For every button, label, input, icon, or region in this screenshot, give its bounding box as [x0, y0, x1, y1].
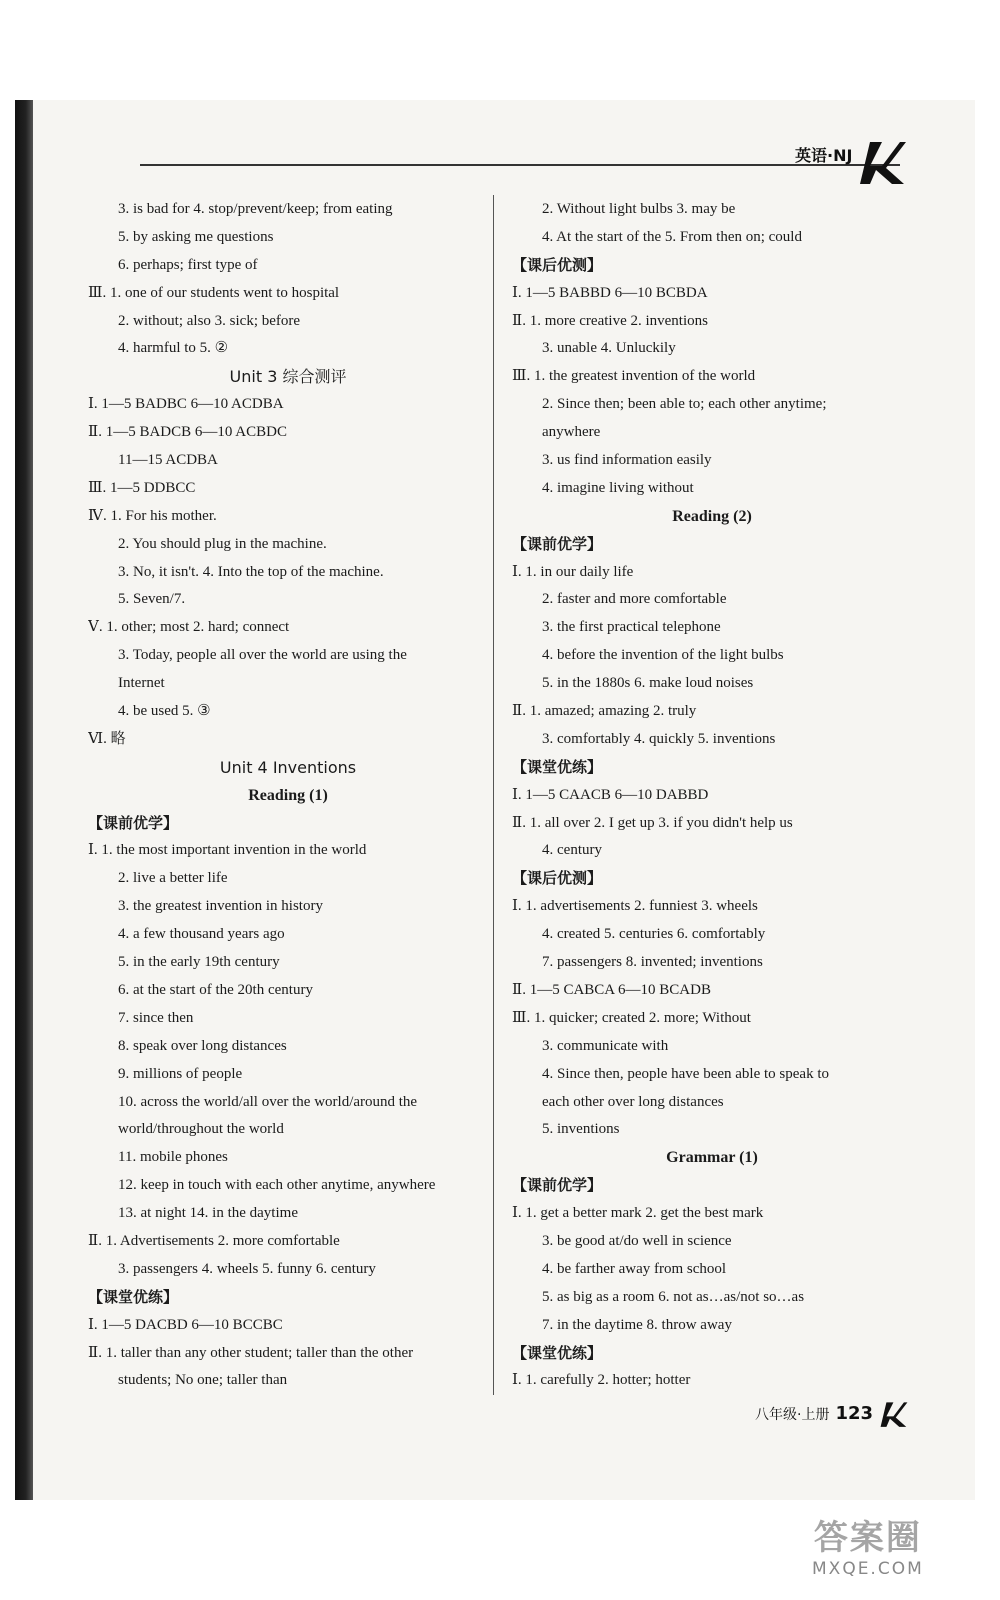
answer-line: Ⅰ. 1—5 CAACB 6—10 DABBD — [512, 786, 709, 803]
section-heading: Reading (2) — [672, 507, 752, 525]
answer-line: 9. millions of people — [118, 1065, 243, 1082]
answer-line: Ⅱ. 1. all over 2. I get up 3. if you didn't help us — [512, 814, 793, 831]
answer-line: Ⅲ. 1. one of our students went to hospital — [88, 284, 340, 301]
answer-line: 7. since then — [118, 1009, 194, 1026]
answer-line: Ⅵ. 略 — [88, 730, 126, 747]
answer-line: 8. speak over long distances — [118, 1037, 287, 1054]
answer-line: 11. mobile phones — [118, 1149, 228, 1166]
answer-line: 3. comfortably 4. quickly 5. inventions — [542, 730, 776, 747]
answer-line: Ⅲ. 1. the greatest invention of the world — [512, 368, 756, 385]
answer-line: 3. be good at/do well in science — [542, 1232, 732, 1249]
answer-line: students; No one; taller than — [118, 1372, 288, 1389]
answer-line: Internet — [118, 675, 165, 692]
answer-line: 5. in the early 19th century — [118, 954, 280, 971]
answer-line: 5. Seven/7. — [118, 591, 186, 608]
answer-line: Ⅱ. 1—5 CABCA 6—10 BCADB — [512, 981, 711, 998]
page-footer — [755, 1403, 873, 1424]
answer-line: 2. faster and more comfortable — [542, 591, 727, 608]
answer-line: world/throughout the world — [118, 1121, 284, 1138]
section-tag: 【课前优学】 — [512, 1176, 603, 1195]
answer-line: 7. passengers 8. invented; inventions — [542, 954, 763, 971]
answer-line: 3. is bad for 4. stop/prevent/keep; from eating — [118, 201, 393, 217]
section-heading: Unit 3 综合测评 — [229, 367, 347, 387]
answer-line: 4. harmful to 5. ② — [118, 340, 229, 357]
answer-line: 2. Without light bulbs 3. may be — [542, 201, 736, 217]
answer-line: 11—15 ACDBA — [118, 452, 218, 469]
answer-line: 4. created 5. centuries 6. comfortably — [542, 926, 766, 943]
answer-line: Ⅰ. 1. carefully 2. hotter; hotter — [512, 1372, 691, 1389]
header-rule — [140, 164, 900, 166]
answer-line: Ⅱ. 1. Advertisements 2. more comfortable — [88, 1232, 340, 1249]
page-binding-edge — [15, 100, 33, 1500]
answer-line: 6. perhaps; first type of — [118, 256, 258, 273]
answer-line: anywhere — [542, 424, 601, 441]
answer-line: 4. a few thousand years ago — [118, 926, 285, 943]
section-tag: 【课堂优练】 — [88, 1287, 179, 1306]
answer-line: Ⅰ. 1—5 BABBD 6—10 BCBDA — [512, 284, 708, 301]
answer-line: Ⅱ. 1—5 BADCB 6—10 ACBDC — [88, 424, 287, 441]
answer-line: 7. in the daytime 8. throw away — [542, 1316, 732, 1333]
answer-line: 10. across the world/all over the world/around the — [118, 1093, 418, 1110]
publisher-logo-icon — [860, 138, 906, 186]
answer-line: 3. us find information easily — [542, 452, 712, 469]
section-heading: Reading (1) — [248, 786, 328, 804]
page-number: 123 — [835, 1403, 874, 1424]
section-tag: 【课后优测】 — [512, 255, 603, 274]
answer-line: 4. Since then, people have been able to speak to — [542, 1065, 829, 1082]
answer-line: 4. be farther away from school — [542, 1260, 727, 1277]
answer-line: 5. inventions — [542, 1121, 620, 1138]
answer-line: Ⅰ. 1—5 BADBC 6—10 ACDBA — [88, 396, 284, 413]
answer-line: 13. at night 14. in the daytime — [118, 1205, 298, 1222]
answer-line: Ⅲ. 1—5 DDBCC — [88, 479, 196, 496]
answer-line: 4. imagine living without — [542, 479, 694, 496]
column-divider — [493, 195, 494, 1395]
answer-line: Ⅰ. 1—5 DACBD 6—10 BCCBC — [88, 1316, 283, 1333]
section-heading: Unit 4 Inventions — [219, 757, 357, 777]
answer-line: Ⅰ. 1. the most important invention in the world — [88, 842, 367, 859]
right-answer-column — [512, 196, 912, 1395]
answer-line: 4. be used 5. ③ — [118, 703, 211, 720]
answer-line: 5. by asking me questions — [118, 228, 274, 245]
answer-line: Ⅲ. 1. quicker; created 2. more; Without — [512, 1009, 751, 1026]
left-answer-column — [88, 196, 488, 1395]
answer-line: 2. Since then; been able to; each other anytime; — [542, 396, 827, 413]
answer-line: Ⅴ. 1. other; most 2. hard; connect — [88, 619, 290, 636]
answer-line: 3. the greatest invention in history — [118, 898, 323, 915]
answer-line: 2. You should plug in the machine. — [118, 535, 327, 552]
answer-line: Ⅰ. 1. in our daily life — [512, 563, 634, 580]
subject-label: 英语·NJ — [795, 146, 853, 165]
section-tag: 【课堂优练】 — [512, 1343, 603, 1362]
section-tag: 【课前优学】 — [512, 534, 603, 553]
answer-line: 3. communicate with — [542, 1037, 669, 1054]
answer-line: Ⅳ. 1. For his mother. — [88, 507, 217, 524]
answer-line: 4. At the start of the 5. From then on; could — [542, 228, 802, 245]
answer-line: Ⅱ. 1. taller than any other student; taller than the other — [88, 1344, 414, 1361]
answer-line: 5. as big as a room 6. not as…as/not so…as — [542, 1288, 805, 1305]
answer-line: Ⅰ. 1. advertisements 2. funniest 3. wheels — [512, 898, 758, 915]
section-tag: 【课堂优练】 — [512, 757, 603, 776]
answer-line: 3. unable 4. Unluckily — [542, 340, 676, 357]
answer-line: Ⅱ. 1. amazed; amazing 2. truly — [512, 703, 697, 720]
grade-label: 八年级·上册 — [755, 1407, 830, 1423]
answer-line: each other over long distances — [542, 1093, 724, 1110]
answer-line: Ⅰ. 1. get a better mark 2. get the best mark — [512, 1205, 764, 1222]
watermark-main-text: 答案圈 — [813, 1518, 922, 1558]
site-watermark — [812, 1510, 924, 1579]
answer-line: 3. the first practical telephone — [542, 619, 721, 636]
answer-line: 4. before the invention of the light bulbs — [542, 647, 784, 664]
answer-line: 5. in the 1880s 6. make loud noises — [542, 675, 754, 692]
watermark-url: MXQE.COM — [812, 1559, 924, 1579]
answer-line: 3. No, it isn't. 4. Into the top of the machine. — [118, 563, 384, 580]
section-heading: Grammar (1) — [666, 1149, 758, 1167]
section-tag: 【课前优学】 — [88, 813, 179, 832]
answer-line: 3. passengers 4. wheels 5. funny 6. century — [118, 1260, 376, 1277]
footer-logo-icon — [880, 1400, 908, 1428]
answer-line: 4. century — [542, 842, 602, 859]
section-tag: 【课后优测】 — [512, 869, 603, 888]
answer-line: 2. live a better life — [118, 870, 228, 887]
answer-line: 12. keep in touch with each other anytime, anywhere — [118, 1177, 436, 1194]
answer-line: 3. Today, people all over the world are using the — [118, 647, 407, 664]
answer-line: Ⅱ. 1. more creative 2. inventions — [512, 312, 708, 329]
answer-line: 6. at the start of the 20th century — [118, 981, 313, 998]
answer-line: 2. without; also 3. sick; before — [118, 312, 301, 329]
